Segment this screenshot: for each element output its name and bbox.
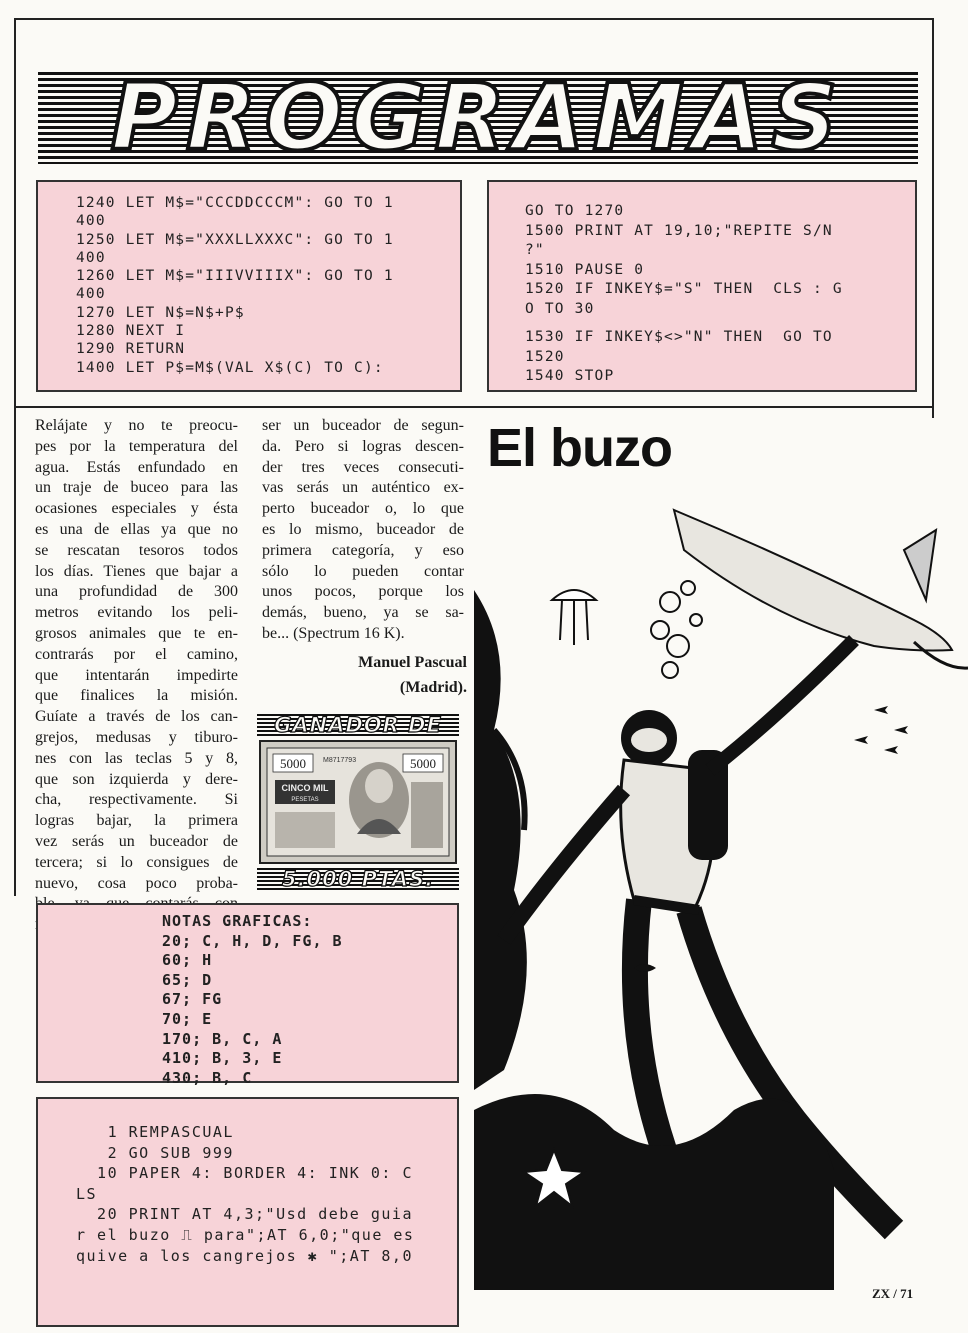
prize-coupon xyxy=(257,714,459,890)
note-sub: PESETAS xyxy=(291,797,319,803)
article-line: be... (Spectrum 16 K). xyxy=(262,624,405,642)
graphic-notes-box xyxy=(36,903,459,1087)
code-line: 410; B, 3, E xyxy=(162,1049,283,1068)
code-line: r el buzo ⎍ para";AT 6,0;"que es xyxy=(76,1225,415,1244)
article-line: Relájate y no te preocu- xyxy=(35,417,238,434)
column-rule xyxy=(14,406,16,896)
code-line: 1280 NEXT I xyxy=(76,323,186,340)
code-line: GO TO 1270 xyxy=(525,203,625,219)
code-line: NOTAS GRAFICAS: xyxy=(162,912,313,930)
code-line: 1540 STOP xyxy=(525,368,615,384)
article-line: una profundidad de 300 xyxy=(35,583,238,601)
left-frame-rule xyxy=(14,18,16,418)
article-line: ocasiones especiales y ésta xyxy=(35,500,238,518)
author-location: (Madrid). xyxy=(399,679,467,696)
section-banner-text: PROGRAMAS xyxy=(110,72,846,164)
code-line: 1 REMPASCUAL xyxy=(76,1123,234,1141)
article-line: vas serás un auténtico ex- xyxy=(262,479,464,497)
code-line: 20; C, H, D, FG, B xyxy=(162,931,343,950)
code-listing-top-right xyxy=(487,180,917,392)
code-line: 430; B, C xyxy=(162,1068,253,1087)
diver-illustration xyxy=(474,470,968,1290)
article-line: nes con las teclas 5 y 8, xyxy=(35,749,238,767)
section-divider xyxy=(14,406,934,408)
code-line: 1250 LET M$="XXXLLXXXC": GO TO 1 xyxy=(76,231,394,248)
article-line: vez serás un buceador de xyxy=(35,832,238,850)
article-line: que finalices la misión. xyxy=(35,687,238,705)
article-line: perto buceador o, lo que xyxy=(262,500,464,518)
article-line: logras bajar, la primera xyxy=(35,812,238,830)
article-column-2 xyxy=(262,416,464,645)
article-line: los días. Tienes que bajar a xyxy=(35,562,238,580)
note-value-right: 5000 xyxy=(410,756,436,771)
code-line: 1520 IF INKEY$="S" THEN CLS : G xyxy=(525,281,843,297)
article-line: demás, bueno, ya se sa- xyxy=(262,604,464,622)
code-line: 20 PRINT AT 4,3;"Usd debe guia xyxy=(76,1205,413,1224)
code-line: O TO 30 xyxy=(525,300,595,317)
article-line: se rescatan tesoros todos xyxy=(35,541,238,559)
code-line: 400 xyxy=(76,249,106,266)
article-line: es una de ellas ya que no xyxy=(35,520,238,538)
note-serial: M8717793 xyxy=(323,757,357,764)
prize-footer: 5.000 PTAS. xyxy=(257,868,459,890)
section-banner xyxy=(38,72,918,164)
article-line: ser un buceador de segun- xyxy=(262,417,464,434)
article-line: pes por la temperatura del xyxy=(35,437,238,455)
article-line: cha, respectivamente. Si xyxy=(35,791,238,809)
code-line: 1520 xyxy=(525,348,565,365)
code-line: 1260 LET M$="IIIVVIIIX": GO TO 1 xyxy=(76,268,394,285)
right-frame-rule xyxy=(932,18,934,418)
article-line: sólo lo pueden contar xyxy=(262,562,464,580)
code-line: 60; H xyxy=(162,951,213,970)
article-line: grosos animales que te en- xyxy=(35,624,238,642)
article-line: agua. Estás enfundado en xyxy=(35,458,238,476)
code-line: 1290 RETURN xyxy=(76,341,186,358)
code-line: 400 xyxy=(76,213,106,230)
code-line: quive a los cangrejos ✱ ";AT 8,0 xyxy=(76,1246,413,1265)
page-number: ZX / 71 xyxy=(872,1286,914,1301)
article-line: es lo mismo, buceador de xyxy=(262,520,464,538)
code-line: LS xyxy=(76,1184,98,1203)
article-line: nuevo, cosa poco proba- xyxy=(35,874,238,892)
code-line: 1530 IF INKEY$<>"N" THEN GO TO xyxy=(525,329,833,345)
article-line: que intentarán impedirte xyxy=(35,666,238,684)
code-line: 2 GO SUB 999 xyxy=(76,1143,234,1162)
article-line: tercera; si lo consigues de xyxy=(35,853,238,871)
article-line: da. Pero si logras descen- xyxy=(262,437,464,455)
code-line: ?" xyxy=(525,242,545,258)
top-frame-rule xyxy=(14,18,934,20)
article-line: der tres veces consecuti- xyxy=(262,458,464,476)
code-line: 400 xyxy=(76,286,106,303)
code-line: 10 PAPER 4: BORDER 4: INK 0: C xyxy=(76,1164,413,1183)
article-line: un traje de buceo para las xyxy=(35,479,238,497)
article-line: unos pocos, porque los xyxy=(262,583,464,601)
code-line: 65; D xyxy=(162,970,213,989)
banknote-image xyxy=(259,740,457,864)
article-line: metros evitando los peli- xyxy=(35,604,238,622)
code-listing-top-left xyxy=(36,180,462,392)
article-line: Guíate a través de los can- xyxy=(35,708,238,726)
code-line: 70; E xyxy=(162,1009,213,1028)
code-line: 1240 LET M$="CCCDDCCCM": GO TO 1 xyxy=(76,195,394,211)
article-column-1 xyxy=(35,416,238,936)
prize-header: GANADOR DE xyxy=(257,714,459,736)
note-label: CINCO MIL xyxy=(281,783,329,793)
code-line: 170; B, C, A xyxy=(162,1029,283,1048)
code-line: 67; FG xyxy=(162,990,223,1009)
note-value-left: 5000 xyxy=(280,756,306,771)
article-line: contrarás por el camino, xyxy=(35,645,238,663)
code-listing-bottom xyxy=(36,1097,459,1327)
code-line: 1270 LET N$=N$+P$ xyxy=(76,304,245,321)
code-line: 1500 PRINT AT 19,10;"REPITE S/N xyxy=(525,222,833,239)
article-line: que son izquierda y dere- xyxy=(35,770,238,788)
article-line: primera categoría, y eso xyxy=(262,541,464,559)
code-line: 1400 LET P$=M$(VAL X$(C) TO C): xyxy=(76,359,384,376)
code-line: 1510 PAUSE 0 xyxy=(525,261,645,278)
article-line: grejos, medusas y tiburo- xyxy=(35,728,238,746)
article-title: El buzo xyxy=(487,418,672,478)
author-name: Manuel Pascual xyxy=(358,654,467,671)
